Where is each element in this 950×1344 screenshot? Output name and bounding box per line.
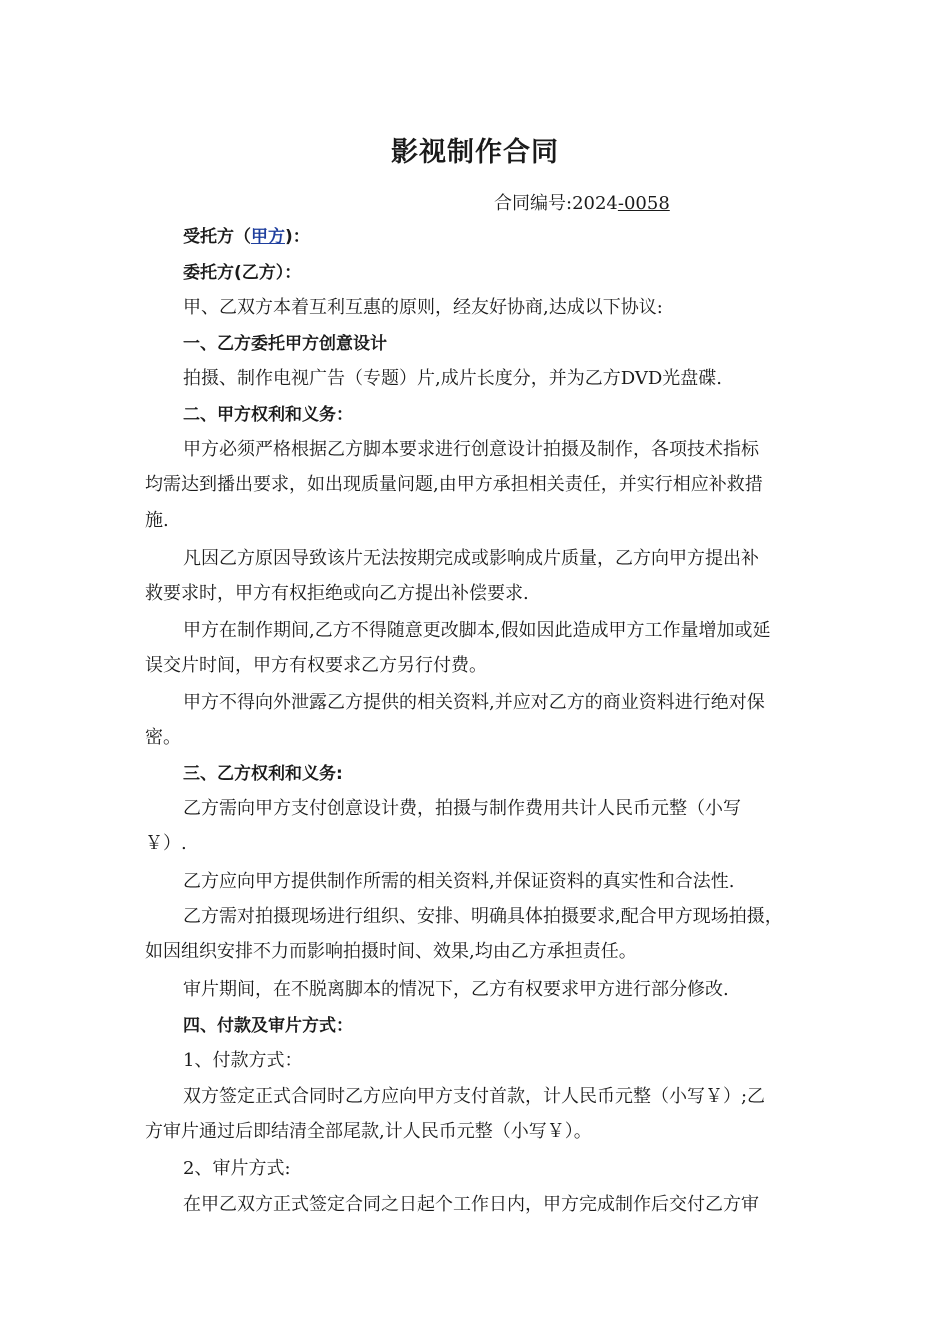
s4-p1-line-2: 方审片通过后即结清全部尾款,计人民币元整（小写￥）。	[145, 1121, 592, 1142]
party-b-line: 委托方(乙方）：	[183, 263, 302, 283]
section-4-heading: 四、付款及审片方式：	[183, 1016, 353, 1036]
section-3-heading: 三、乙方权利和义务:	[183, 764, 343, 784]
s4-p1-line-1: 双方签定正式合同时乙方应向甲方支付首款，计人民币元整（小写￥）;乙	[183, 1086, 766, 1107]
s4-p2-line-1: 在甲乙双方正式签定合同之日起个工作日内，甲方完成制作后交付乙方审	[183, 1194, 759, 1215]
s2-p1-line-2: 均需达到播出要求，如出现质量问题,由甲方承担相关责任，并实行相应补救措	[145, 474, 763, 495]
s3-p4: 审片期间，在不脱离脚本的情况下，乙方有权要求甲方进行部分修改.	[183, 979, 729, 1000]
s4-item-2: 2、审片方式:	[183, 1158, 291, 1179]
s2-p1-line-1: 甲方必须严格根据乙方脚本要求进行创意设计拍摄及制作，各项技术指标	[183, 439, 759, 460]
s2-p3-line-2: 误交片时间，甲方有权要求乙方另行付费。	[145, 655, 487, 676]
party-a-suffix: )：	[285, 227, 310, 247]
s2-p1-line-3: 施.	[145, 510, 169, 531]
s3-p1-line-2: ￥）.	[145, 833, 187, 854]
s2-p3-line-1: 甲方在制作期间,乙方不得随意更改脚本,假如因此造成甲方工作量增加或延	[183, 620, 771, 641]
s3-p3-line-2: 如因组织安排不力而影响拍摄时间、效果,均由乙方承担责任。	[145, 941, 637, 962]
s2-p2-line-2: 救要求时，甲方有权拒绝或向乙方提出补偿要求.	[145, 583, 529, 604]
intro-paragraph: 甲、乙双方本着互利互惠的原则，经友好协商,达成以下协议:	[183, 297, 663, 318]
contract-number-value: -0058	[617, 193, 670, 214]
s3-p1-line-1: 乙方需向甲方支付创意设计费，拍摄与制作费用共计人民币元整（小写	[183, 798, 741, 819]
s2-p4-line-2: 密。	[145, 727, 181, 748]
section-1-text: 拍摄、制作电视广告（专题）片,成片长度分，并为乙方DVD光盘碟.	[183, 368, 722, 389]
s2-p2-line-1: 凡因乙方原因导致该片无法按期完成或影响成片质量，乙方向甲方提出补	[183, 548, 759, 569]
document-title: 影视制作合同	[391, 137, 559, 168]
party-a-prefix: 受托方（	[183, 227, 251, 247]
s3-p3-line-1: 乙方需对拍摄现场进行组织、安排、明确具体拍摄要求,配合甲方现场拍摄，	[183, 906, 783, 927]
party-a-link[interactable]: 甲方	[251, 227, 285, 247]
s4-item-1: 1、付款方式：	[183, 1050, 303, 1071]
section-2-heading: 二、甲方权利和义务：	[183, 405, 353, 425]
contract-number	[494, 189, 670, 215]
s2-p4-line-1: 甲方不得向外泄露乙方提供的相关资料,并应对乙方的商业资料进行绝对保	[183, 692, 765, 713]
s3-p2: 乙方应向甲方提供制作所需的相关资料,并保证资料的真实性和合法性.	[183, 871, 735, 892]
section-1-heading: 一、乙方委托甲方创意设计	[183, 334, 387, 354]
party-a-line	[145, 219, 863, 255]
contract-number-label: 合同编号:2024	[494, 193, 618, 214]
